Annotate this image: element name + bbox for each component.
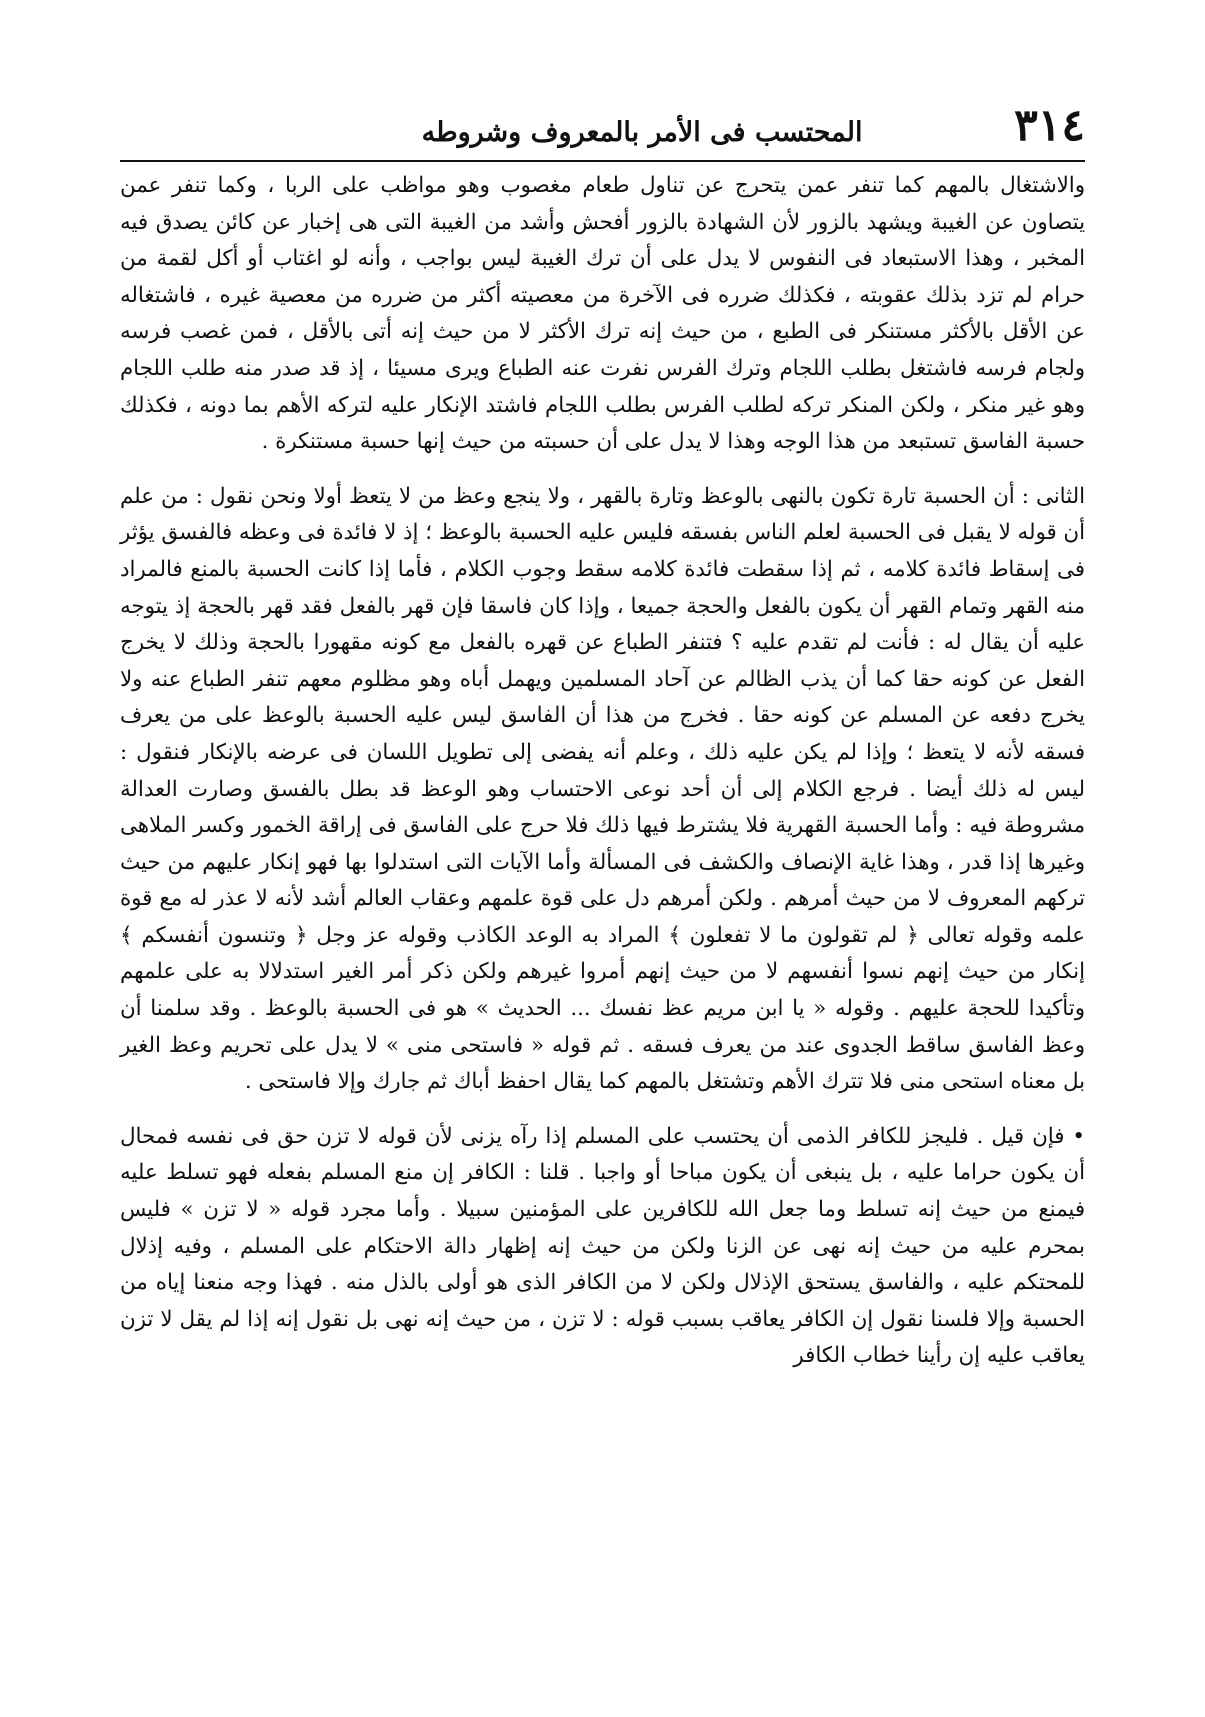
running-title: المحتسب فى الأمر بالمعروف وشروطه bbox=[421, 117, 863, 148]
paragraph-1: والاشتغال بالمهم كما تنفر عمن يتحرج عن تناول طعام مغصوب وهو مواظب على الربا ، وكما تنفر عمن يتصاون عن الغيبة ويشهد بالزور لأن الشهادة بالزور أفحش وأشد من الغيبة التى هى إخبار عن كائن يصدق فيه المخبر ، وهذا الاستبعاد فى النفوس لا يدل على أن ترك الغيبة ليس بواجب ، وأنه لو اغتاب أو أكل لقمة من حرام لم تزد بذلك عقوبته ، فكذلك ضرره فى الآخرة من معصيته أكثر من ضرره من معصية غيره ، فاشتغاله عن الأقل بالأكثر مستنكر فى الطبع ، من حيث إنه ترك الأكثر لا من حيث إنه أتى بالأقل ، فمن غصب فرسه ولجام فرسه فاشتغل بطلب اللجام وترك الفرس نفرت عنه الطباع ويرى مسيئا ، إذ قد صدر منه طلب اللجام وهو غير منكر ، ولكن المنكر تركه لطلب الفرس بطلب اللجام فاشتد الإنكار عليه لتركه الأهم بما دونه ، فكذلك حسبة الفاسق تستبعد من هذا الوجه وهذا لا يدل على أن حسبته من حيث إنها حسبة مستنكرة . bbox=[120, 173, 1085, 455]
page-body bbox=[120, 168, 1085, 1375]
running-head bbox=[120, 86, 1085, 151]
header-rule bbox=[120, 160, 1085, 162]
paragraph-3: • فإن قيل . فليجز للكافر الذمى أن يحتسب على المسلم إذا رآه يزنى لأن قوله لا تزن حق فى نفسه فمحال أن يكون حراما عليه ، بل ينبغى أن يكون مباحا أو واجبا . قلنا : الكافر إن منع المسلم بفعله فهو تسلط عليه فيمنع من حيث إنه تسلط وما جعل الله للكافرين على المؤمنين سبيلا . وأما مجرد قوله « لا تزن » فليس بمحرم عليه من حيث إنه نهى عن الزنا ولكن من حيث إنه إظهار دالة الاحتكام على المسلم ، وفيه إذلال للمحتكم عليه ، والفاسق يستحق الإذلال ولكن لا من الكافر الذى هو أولى بالذل منه . فهذا وجه منعنا إياه من الحسبة وإلا فلسنا نقول إن الكافر يعاقب بسبب قوله : لا تزن ، من حيث إنه نهى بل نقول إنه إذا لم يقل لا تزن يعاقب عليه إن رأينا خطاب الكافر bbox=[120, 1123, 1085, 1369]
book-page bbox=[120, 86, 1085, 1375]
paragraph-2: الثانى : أن الحسبة تارة تكون بالنهى بالوعظ وتارة بالقهر ، ولا ينجع وعظ من لا يتعظ أولا ونحن نقول : من علم أن قوله لا يقبل فى الحسبة لعلم الناس بفسقه فليس عليه الحسبة بالوعظ ؛ إذ لا فائدة فى وعظه فالفسق يؤثر فى إسقاط فائدة كلامه ، ثم إذا سقطت فائدة كلامه سقط وجوب الكلام ، فأما إذا كانت الحسبة بالمنع فالمراد منه القهر وتمام القهر أن يكون بالفعل والحجة جميعا ، وإذا كان فاسقا فإن قهر بالفعل فقد قهر بالحجة إذ يتوجه عليه أن يقال له : فأنت لم تقدم عليه ؟ فتنفر الطباع عن قهره بالفعل مع كونه مقهورا بالحجة وذلك لا يخرج الفعل عن كونه حقا كما أن يذب الظالم عن آحاد المسلمين ويهمل أباه وهو مظلوم معهم تنفر الطباع عنه ولا يخرج دفعه عن المسلم عن كونه حقا . فخرج من هذا أن الفاسق ليس عليه الحسبة بالوعظ على من يعرف فسقه لأنه لا يتعظ ؛ وإذا لم يكن عليه ذلك ، وعلم أنه يفضى إلى تطويل اللسان فى عرضه بالإنكار فنقول : ليس له ذلك أيضا . فرجع الكلام إلى أن أحد نوعى الاحتساب وهو الوعظ قد بطل بالفسق وصارت العدالة مشروطة فيه : وأما الحسبة القهرية فلا يشترط فيها ذلك فلا حرج على الفاسق فى إراقة الخمور وكسر الملاهى وغيرها إذا قدر ، وهذا غاية الإنصاف والكشف فى المسألة وأما الآيات التى استدلوا بها فهو إنكار عليهم من حيث تركهم المعروف لا من حيث أمرهم . ولكن أمرهم دل على قوة علمهم وعقاب العالم أشد لأنه لا عذر له مع قوة علمه وقوله تعالى ﴿ لم تقولون ما لا تفعلون ﴾ المراد به الوعد الكاذب وقوله عز وجل ﴿ وتنسون أنفسكم ﴾ إنكار من حيث إنهم نسوا أنفسهم لا من حيث إنهم أمروا غيرهم ولكن ذكر أمر الغير استدلالا به على علمهم وتأكيدا للحجة عليهم . وقوله « يا ابن مريم عظ نفسك ... الحديث » هو فى الحسبة بالوعظ . وقد سلمنا أن وعظ الفاسق ساقط الجدوى عند من يعرف فسقه . ثم قوله « فاستحى منى » لا يدل على تحريم وعظ الغير بل معناه استحى منى فلا تترك الأهم وتشتغل بالمهم كما يقال احفظ أباك ثم جارك وإلا فاستحى . bbox=[120, 483, 1085, 1095]
page-number: ٣١٤ bbox=[1014, 100, 1085, 151]
